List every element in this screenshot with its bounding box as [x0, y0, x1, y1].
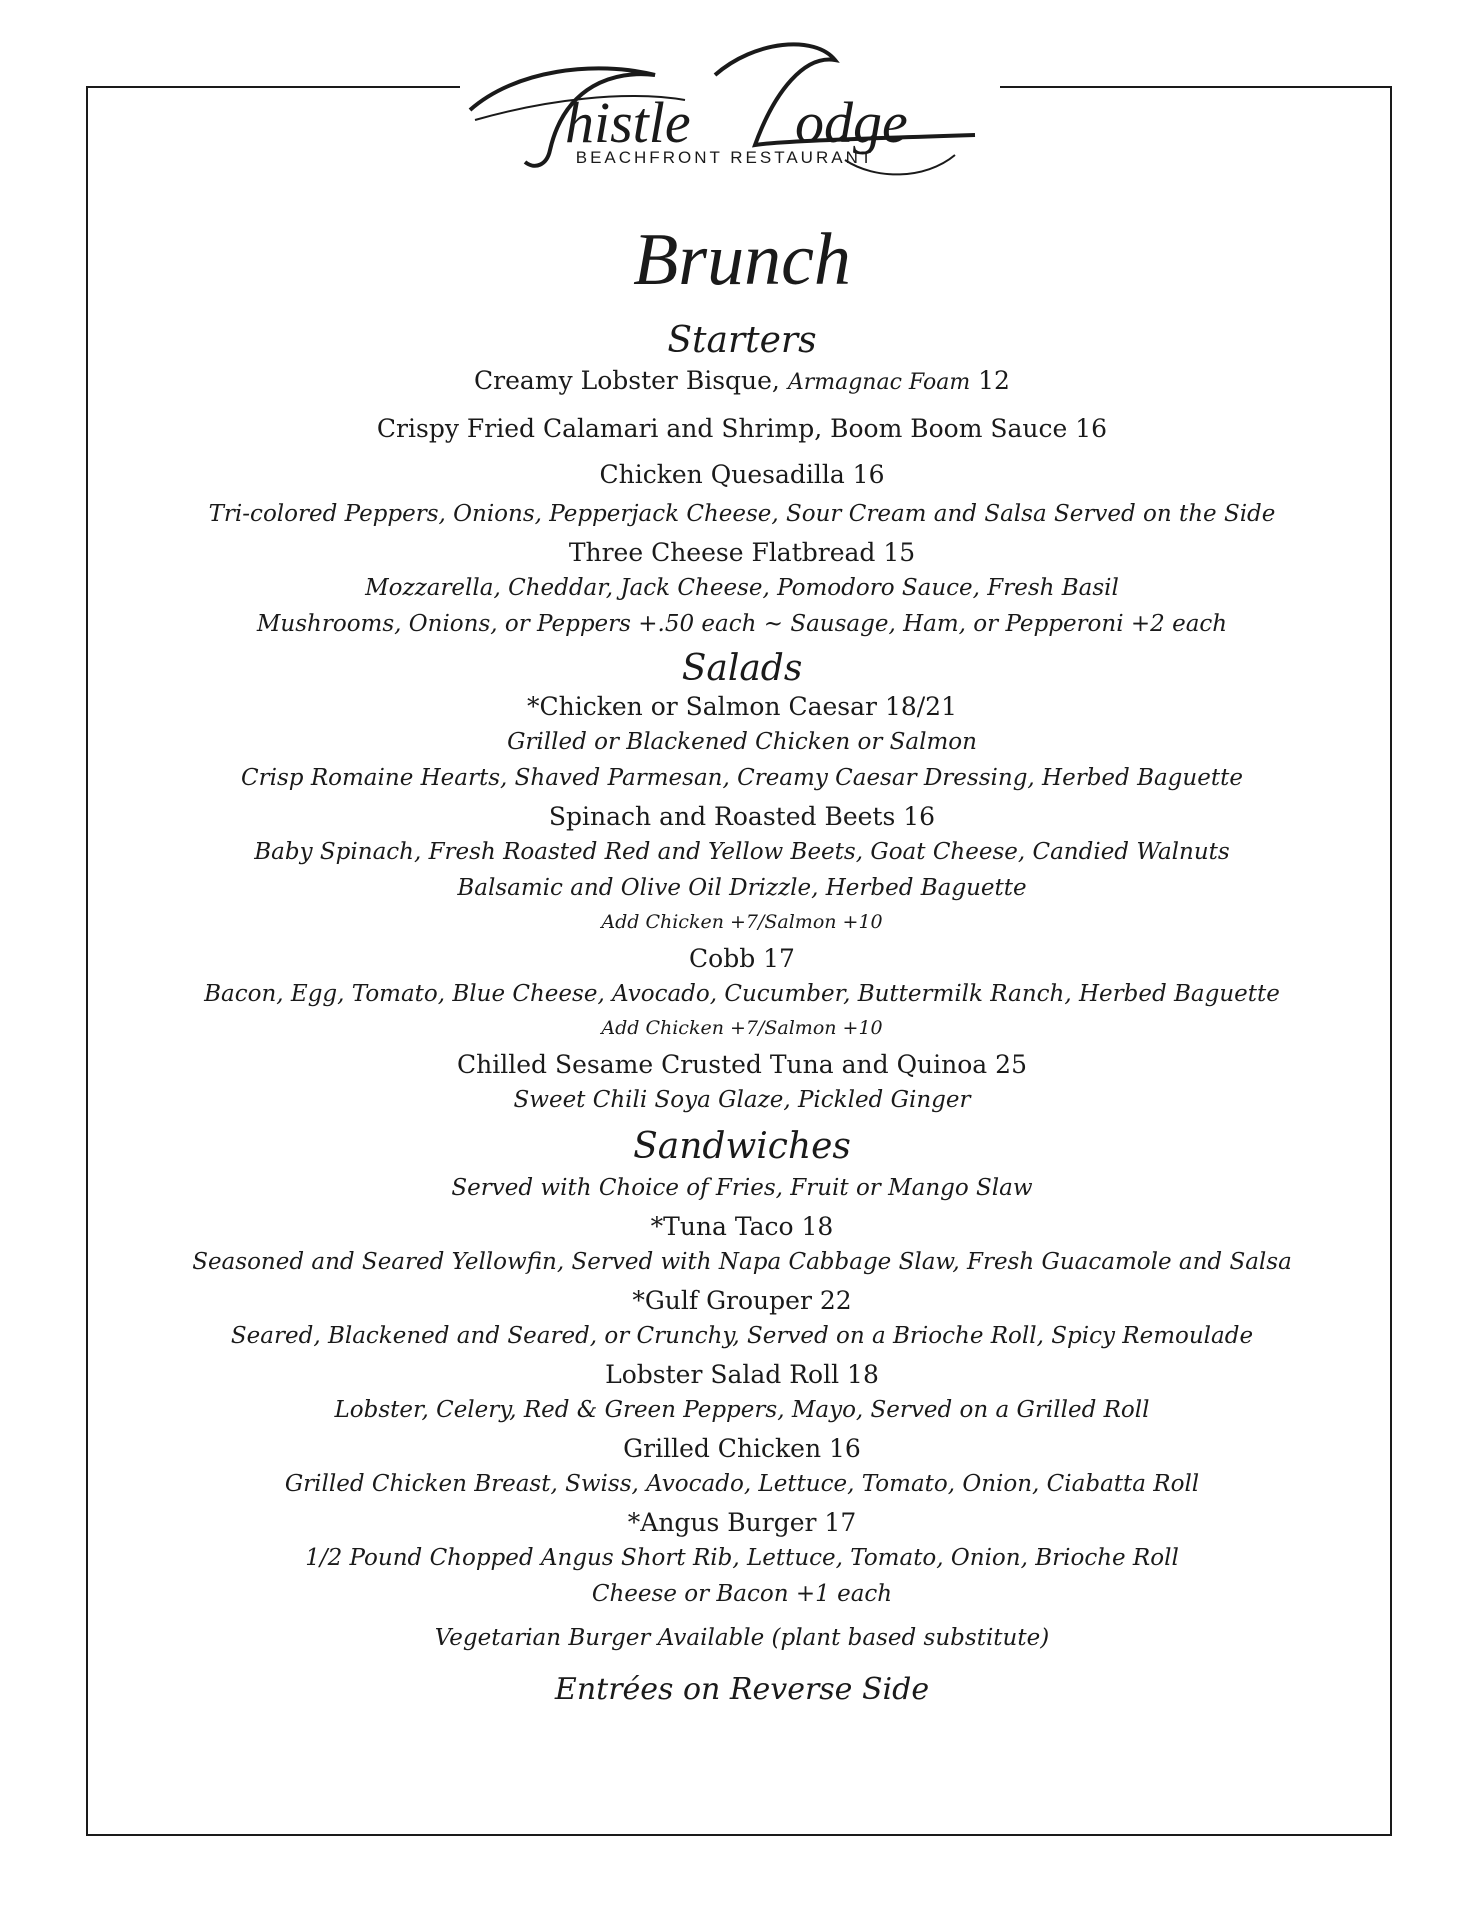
item-desc: Baby Spinach, Fresh Roasted Red and Yellow Beets, Goat Cheese, Candied Walnuts: [254, 839, 1230, 865]
item-spinach: Spinach and Roasted Beets 16: [548, 802, 936, 831]
item-angus-burger: *Angus Burger 17: [627, 1508, 857, 1537]
item-add-on: Add Chicken +7/Salmon +10: [601, 911, 883, 933]
menu-title: Brunch: [633, 219, 851, 301]
item-grilled-chicken: Grilled Chicken 16: [623, 1434, 861, 1463]
item-add-on: Add Chicken +7/Salmon +10: [601, 1017, 883, 1039]
menu-content: [0, 320, 1484, 1710]
reverse-side-note: Entrées on Reverse Side: [554, 1672, 930, 1707]
vegetarian-note: Vegetarian Burger Available (plant based substitute): [434, 1625, 1050, 1651]
item-lobster-bisque: [0, 364, 1484, 400]
logo: [455, 30, 995, 200]
item-desc: Balsamic and Olive Oil Drizzle, Herbed Baguette: [457, 875, 1027, 901]
item-calamari: Crispy Fried Calamari and Shrimp, Boom Boom Sauce 16: [376, 414, 1108, 443]
item-lobster-roll: Lobster Salad Roll 18: [605, 1360, 879, 1389]
item-caesar: *Chicken or Salmon Caesar 18/21: [526, 692, 957, 721]
item-quesadilla: Chicken Quesadilla 16: [599, 460, 885, 489]
item-desc: Bacon, Egg, Tomato, Blue Cheese, Avocado, Cucumber, Buttermilk Ranch, Herbed Baguette: [204, 981, 1280, 1007]
item-desc: Grilled or Blackened Chicken or Salmon: [507, 729, 977, 755]
item-desc: Seasoned and Seared Yellowfin, Served with Napa Cabbage Slaw, Fresh Guacamole and Salsa: [192, 1249, 1292, 1275]
item-desc: Mozzarella, Cheddar, Jack Cheese, Pomodoro Sauce, Fresh Basil: [365, 575, 1119, 601]
item-desc: Grilled Chicken Breast, Swiss, Avocado, Lettuce, Tomato, Onion, Ciabatta Roll: [284, 1471, 1200, 1497]
item-gulf-grouper: *Gulf Grouper 22: [632, 1286, 852, 1315]
logo-word-lodge: odge: [795, 90, 908, 155]
item-desc: Seared, Blackened and Seared, or Crunchy, Served on a Brioche Roll, Spicy Remoulade: [230, 1323, 1254, 1349]
sandwiches-intro: Served with Choice of Fries, Fruit or Mango Slaw: [451, 1175, 1033, 1201]
item-desc: Cheese or Bacon +1 each: [591, 1581, 893, 1607]
item-desc: 1/2 Pound Chopped Angus Short Rib, Lettuce, Tomato, Onion, Brioche Roll: [305, 1545, 1179, 1571]
item-desc: Sweet Chili Soya Glaze, Pickled Ginger: [513, 1087, 971, 1113]
logo-subtitle: BEACHFRONT RESTAURANT: [575, 148, 875, 167]
item-price: 12: [978, 366, 1010, 395]
logo-script: [455, 30, 995, 200]
sandwiches-heading: Sandwiches: [633, 1126, 851, 1167]
item-desc: Lobster, Celery, Red & Green Peppers, Mayo, Served on a Grilled Roll: [334, 1397, 1150, 1423]
item-tuna-taco: *Tuna Taco 18: [650, 1212, 834, 1241]
item-desc: Mushrooms, Onions, or Peppers +.50 each ~ Sausage, Ham, or Pepperoni +2 each: [256, 611, 1228, 637]
item-flatbread: Three Cheese Flatbread 15: [568, 538, 916, 567]
item-sub: Armagnac Foam: [787, 370, 971, 395]
item-name: Creamy Lobster Bisque,: [474, 366, 780, 395]
salads-heading: Salads: [681, 648, 803, 689]
item-desc: Tri-colored Peppers, Onions, Pepperjack Cheese, Sour Cream and Salsa Served on the Side: [208, 501, 1276, 527]
logo-word-thistle: histle: [565, 90, 691, 155]
item-desc: Crisp Romaine Hearts, Shaved Parmesan, Creamy Caesar Dressing, Herbed Baguette: [241, 765, 1243, 791]
starters-heading: Starters: [667, 320, 817, 361]
item-tuna-quinoa: Chilled Sesame Crusted Tuna and Quinoa 25: [457, 1050, 1027, 1079]
item-cobb: Cobb 17: [689, 944, 795, 973]
